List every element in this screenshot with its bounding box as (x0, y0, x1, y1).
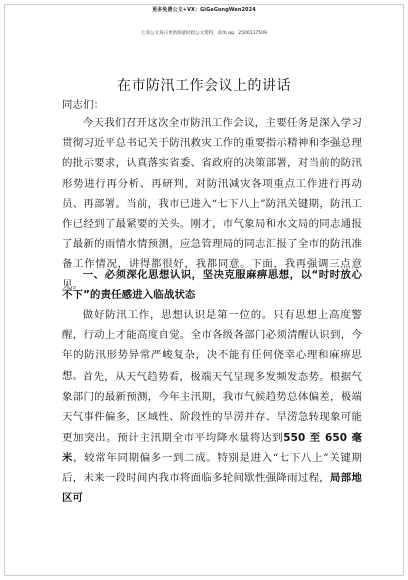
greeting: 同志们： (62, 99, 105, 111)
paragraph-three-lead: 首先，从天气趋势看，极端天气呈现多发频发态势。根据气象部门的最新预测，今年主汛期，我市气候趋势总体偏差，极端天气事件偏多，区域性、阶段性的旱涝并存、旱涝急转现象可能更加突出。预计主汛期全市平均降水量将达到 (62, 371, 362, 444)
paragraph-intro-text: 今天我们召开这次全市防汛工作会议，主要任务是深入学习贯彻习近平总书记关于防汛救灾工作的重要指示精神和李强总理的批示要求，认真落实省委、省政府的决策部署，对当前的防汛形势进行再分析、再研判，对防汛减灾各项重点工作进行再动员、再部署。当前，我市已进入“七下八上”防汛关键期，防汛工作已经到了最紧要的关头。刚才，市气象局和水文局的同志通报了最新的雨情水情预测，应急管理局的同志汇报了全市的防汛准备工作情况，讲得都很好，我都同意。下面，我再强调三点意见。 (62, 117, 362, 291)
paragraph-three-middle: ，较常年同期偏多一到二成。特别是进入“七下八上”关键期后，未来一段时间内我市将面临多轮间歇性强降雨过程， (62, 451, 363, 485)
paragraph-three (62, 367, 362, 508)
section-heading-one: 一、必须深化思想认识，坚决克服麻痹思想，以“时时放心不下”的责任感进入临战状态 (62, 269, 362, 302)
promo-header: 更多免费公文+VX：GiGeGongWen2024 (152, 7, 256, 13)
paragraph-three-text (62, 367, 362, 508)
paragraph-two-text: 做好防汛工作，思想认识是第一位的。只有思想上高度警醒，行动上才能高度自觉。全市各级各部门必须清醒认识到，今年的防汛形势异常严峻复杂，决不能有任何侥幸心理和麻痹思想。 (62, 309, 362, 382)
paragraph-three-tail: 局部地区可 (62, 472, 362, 505)
rainfall-range: 550 至 650 毫米 (62, 431, 362, 464)
document-title: 在市防汛工作会议上的讲话 (117, 78, 291, 94)
promo-subheader: 七哥公文每日更新海量时政公文资料，添加 qq：2500117509 (141, 31, 267, 36)
